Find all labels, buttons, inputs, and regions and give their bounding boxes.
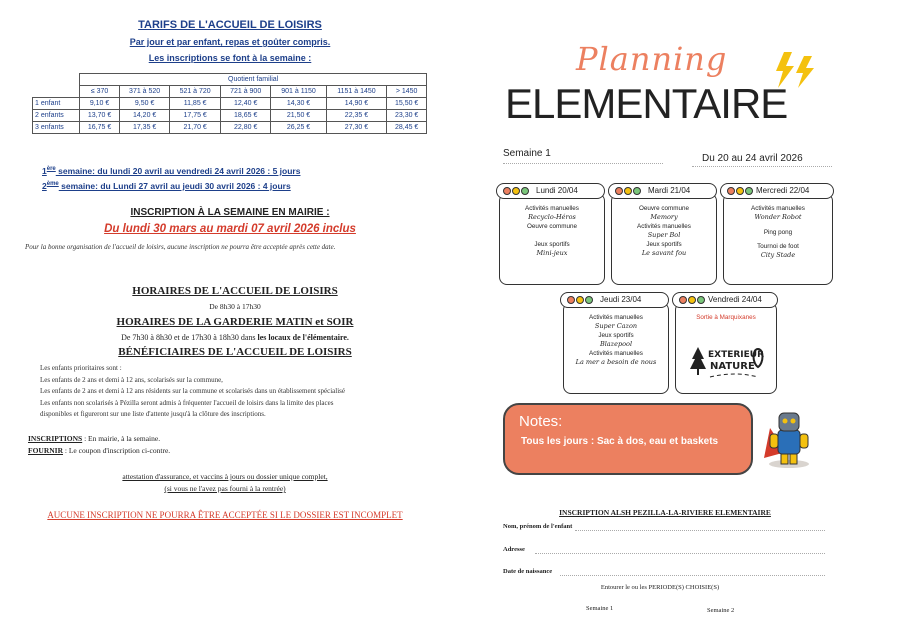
inscriptions-label: INSCRIPTIONS [28, 434, 83, 443]
form-periods-label: Entourer le ou les PERIODE(S) CHOISIE(S) [600, 584, 720, 591]
day-header [496, 183, 605, 199]
activity-line: La mer a besoin de nous [575, 358, 657, 366]
table-cell: 11,85 € [170, 98, 221, 110]
tarifs-title: TARIFS DE L'ACCUEIL DE LOISIRS [138, 19, 322, 31]
table-cell: 21,70 € [170, 122, 221, 134]
horaires-value: De 8h30 à 17h30 [209, 302, 261, 311]
form-name-line[interactable] [575, 530, 825, 531]
list-item: Les enfants de 2 ans et demi à 12 ans, scolarisés sur la commune, [40, 375, 223, 384]
day-header [560, 292, 669, 308]
week1-num: 1 [42, 166, 47, 176]
day-header [720, 183, 834, 199]
table-cell: 14,20 € [119, 110, 170, 122]
activity-line: Recyclo-Héros [528, 213, 576, 221]
badge-line1: EXTERIEUR [708, 350, 765, 360]
activity-line: Super Cazon [594, 322, 638, 330]
traffic-dots-icon [503, 184, 530, 198]
week1-text: semaine: du lundi 20 avril au vendredi 24 avril 2026 : 5 jours [55, 166, 301, 176]
day-activities [500, 204, 604, 258]
garderie-title: HORAIRES DE LA GARDERIE MATIN et SOIR [116, 316, 354, 328]
form-address-label: Adresse [503, 546, 525, 553]
table-corner [33, 74, 80, 86]
table-cell: 17,75 € [170, 110, 221, 122]
table-row [33, 122, 427, 134]
list-item: Les enfants de 2 ans et demi à 12 ans résidents sur la commune et scolarisés dans un établissement spécialisé [40, 387, 345, 395]
activity-line: Memory [650, 213, 678, 221]
table-cell: 15,50 € [387, 98, 427, 110]
row-label: 2 enfants [33, 110, 80, 122]
notes-box [503, 403, 753, 475]
activity-line: Oeuvre commune [526, 223, 578, 230]
horaires-title: HORAIRES DE L'ACCUEIL DE LOISIRS [132, 285, 338, 297]
week2-text: semaine: du Lundi 27 avril au jeudi 30 avril 2026 : 4 jours [58, 181, 291, 191]
table-cell: 23,30 € [387, 110, 427, 122]
week2-num: 2 [42, 181, 47, 191]
day-card-jeudi [563, 295, 669, 394]
day-activities [612, 204, 716, 258]
quotient-header: Quotient familial [80, 74, 427, 86]
fournir-label: FOURNIR [28, 446, 63, 455]
table-row [33, 98, 427, 110]
week2-sup: ème [46, 181, 59, 188]
inscriptions-line [28, 434, 160, 443]
col-header: 371 à 520 [119, 86, 170, 98]
table-row [33, 110, 427, 122]
traffic-dots-icon [679, 293, 706, 307]
form-address-line[interactable] [535, 553, 825, 554]
activity-line: Activités manuelles [589, 314, 643, 321]
col-header: 901 à 1150 [271, 86, 326, 98]
week-label: Semaine 1 [503, 148, 551, 159]
day-header-label: Lundi 20/04 [536, 186, 578, 195]
beneficiaires-title: BÉNÉFICIAIRES DE L'ACCUEIL DE LOISIRS [118, 346, 352, 358]
activity-line: Activités manuelles [637, 223, 691, 230]
table-cell: 13,70 € [80, 110, 120, 122]
day-activities [724, 204, 832, 260]
robot-icon [760, 408, 818, 470]
divider [692, 166, 832, 167]
row-label: 1 enfant [33, 98, 80, 110]
garderie-hours: De 7h30 à 8h30 et de 17h30 à 18h30 dans [121, 333, 258, 342]
incomplete-warning: AUCUNE INSCRIPTION NE POURRA ÊTRE ACCEPTÉE SI LE DOSSIER EST INCOMPLET [47, 510, 403, 520]
week2-line [42, 181, 291, 191]
tarifs-table [32, 73, 427, 134]
day-card-mardi [611, 186, 717, 285]
day-activities [564, 313, 668, 367]
day-header-label: Mardi 21/04 [648, 186, 691, 195]
day-activities [676, 313, 776, 322]
planning-script-title: Planning [576, 40, 728, 78]
inscriptions-value: : En mairie, à la semaine. [82, 434, 161, 443]
table-cell: 18,65 € [220, 110, 271, 122]
table-cell: 9,10 € [80, 98, 120, 110]
col-header: 521 à 720 [170, 86, 221, 98]
activity-line: Sortie à Marquixanes [696, 314, 756, 321]
attestation-line2: (si vous ne l'avez pas fourni à la rentrée) [164, 484, 286, 493]
col-header: 721 à 900 [220, 86, 271, 98]
table-cell: 12,40 € [220, 98, 271, 110]
table-cell: 21,50 € [271, 110, 326, 122]
inscriptions-week-subtitle: Les inscriptions se font à la semaine : [148, 53, 312, 63]
table-cell: 9,50 € [119, 98, 170, 110]
notes-text: Tous les jours : Sac à dos, eau et baskets [521, 436, 719, 447]
traffic-dots-icon [727, 184, 754, 198]
day-header-label: Mercredi 22/04 [756, 186, 810, 195]
row-label: 3 enfants [33, 122, 80, 134]
activity-line: Jeux sportifs [534, 241, 570, 248]
week1-line [42, 166, 300, 176]
traffic-dots-icon [567, 293, 594, 307]
list-item: disponibles et figureront sur une liste d'attente jusqu'à la clôture des inscriptions. [40, 410, 266, 418]
week1-sup: ère [46, 166, 56, 173]
activity-line: Activités manuelles [525, 205, 579, 212]
exterieur-nature-icon [690, 343, 766, 383]
form-birth-line[interactable] [560, 575, 825, 576]
activity-line: Tournoi de foot [757, 243, 799, 250]
form-week2[interactable]: Semaine 2 [707, 607, 735, 614]
col-header: ≤ 370 [80, 86, 120, 98]
col-header: > 1450 [387, 86, 427, 98]
table-cell: 28,45 € [387, 122, 427, 134]
traffic-dots-icon [615, 184, 642, 198]
form-name-label: Nom, prénom de l'enfant [503, 523, 573, 530]
activity-line: City Stade [760, 251, 796, 259]
day-header [672, 292, 778, 308]
activity-line: Le savant fou [641, 249, 687, 257]
elementaire-title: ELEMENTAIRE [505, 80, 788, 127]
activity-line: Jeux sportifs [598, 332, 634, 339]
activity-line: Ping pong [763, 229, 793, 236]
day-card-lundi [499, 186, 605, 285]
activity-line: Jeux sportifs [646, 241, 682, 248]
table-cell: 16,75 € [80, 122, 120, 134]
divider [503, 163, 663, 164]
inscription-title: INSCRIPTION À LA SEMAINE EN MAIRIE : [130, 207, 330, 218]
table-cell: 22,80 € [220, 122, 271, 134]
activity-line: Activités manuelles [589, 350, 643, 357]
badge-line2: NATURE [710, 361, 755, 372]
form-title: INSCRIPTION ALSH PEZILLA-LA-RIVIERE ELEMENTAIRE [559, 508, 771, 517]
col-header: 1151 à 1450 [326, 86, 387, 98]
table-header-row [33, 86, 427, 98]
activity-line: Blazepool [599, 340, 633, 348]
fournir-line [28, 446, 170, 455]
activity-line: Oeuvre commune [638, 205, 690, 212]
day-card-vendredi [675, 295, 777, 394]
inscription-dates: Du lundi 30 mars au mardi 07 avril 2026 inclus [104, 223, 356, 235]
garderie-value [60, 333, 410, 342]
inscription-note: Pour la bonne organisation de l'accueil de loisirs, aucune inscription ne pourra être acceptée après cette date. [25, 243, 336, 251]
activity-line: Wonder Robot [754, 213, 802, 221]
activity-line: Activités manuelles [751, 205, 805, 212]
table-cell: 14,30 € [271, 98, 326, 110]
day-header [608, 183, 717, 199]
table-cell: 17,35 € [119, 122, 170, 134]
day-header-label: Vendredi 24/04 [708, 295, 762, 304]
table-cell: 27,30 € [326, 122, 387, 134]
day-header-label: Jeudi 23/04 [600, 295, 642, 304]
attestation-line1: attestation d'assurance, et vaccins à jours ou dossier unique complet, [122, 472, 328, 481]
tarifs-subtitle: Par jour et par enfant, repas et goûter compris. [129, 37, 331, 47]
form-birth-label: Date de naissance [503, 568, 553, 575]
form-week1[interactable]: Semaine 1 [586, 605, 614, 612]
activity-line: Mini-jeux [536, 249, 568, 257]
day-card-mercredi [723, 186, 833, 285]
week-dates: Du 20 au 24 avril 2026 [702, 153, 803, 164]
list-item: Les enfants non scolarisés à Pézilla seront admis à fréquenter l'accueil de loisirs dans la limite des places [40, 398, 334, 407]
notes-title: Notes: [519, 413, 563, 430]
fournir-value: : Le coupon d'inscription ci-contre. [63, 446, 171, 455]
garderie-location: les locaux de l'élémentaire. [257, 333, 349, 342]
beneficiaires-list [40, 363, 430, 421]
activity-line: Super Bol [647, 231, 681, 239]
activity-line [500, 231, 604, 240]
table-cell: 26,25 € [271, 122, 326, 134]
table-cell: 22,35 € [326, 110, 387, 122]
list-item: Les enfants prioritaires sont : [40, 364, 122, 372]
table-cell: 14,90 € [326, 98, 387, 110]
